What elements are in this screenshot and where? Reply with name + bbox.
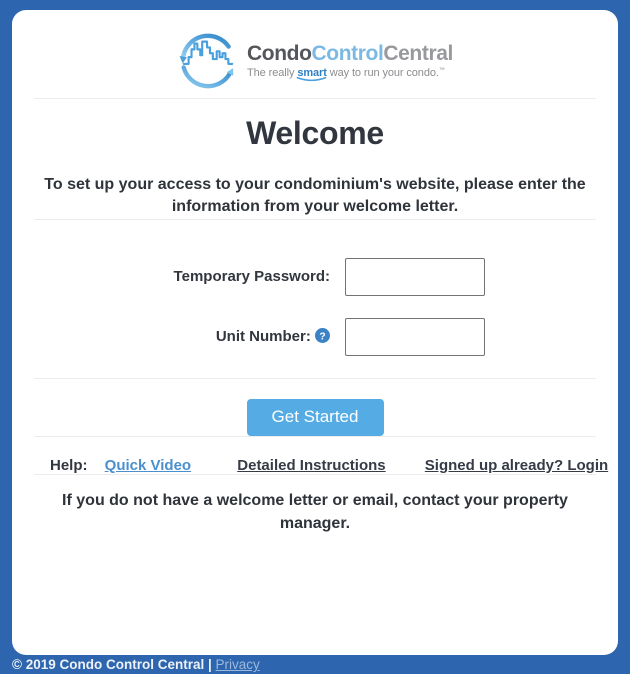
privacy-link[interactable]: Privacy — [215, 657, 260, 672]
svg-text:?: ? — [319, 331, 326, 343]
help-label: Help: — [50, 456, 88, 474]
copyright-text: © 2019 Condo Control Central | — [12, 657, 212, 672]
setup-form — [34, 258, 596, 356]
question-circle-icon[interactable] — [315, 328, 330, 343]
trademark-symbol: ™ — [438, 67, 445, 74]
brand-name-central: Central — [383, 41, 453, 65]
condo-control-central-logo-icon — [177, 30, 239, 92]
tagline-post: way to run your condo. — [326, 67, 439, 80]
quick-video-link[interactable]: Quick Video — [104, 456, 192, 474]
brand-logo — [34, 10, 596, 98]
note-text: If you do not have a welcome letter or email, contact your property manager. — [62, 491, 568, 532]
detailed-instructions-link[interactable]: Detailed Instructions — [237, 456, 386, 474]
help-row — [34, 456, 609, 474]
unit-number-input[interactable] — [345, 318, 485, 356]
brand-name-condo: Condo — [247, 41, 312, 65]
signed-up-login-link[interactable]: Signed up already? Login — [424, 456, 609, 474]
temporary-password-label: Temporary Password: — [173, 268, 330, 286]
divider — [34, 378, 596, 379]
tagline-pre: The really — [247, 67, 298, 80]
brand-tagline — [247, 67, 453, 79]
tagline-smart: smart — [297, 67, 326, 79]
divider — [34, 436, 596, 437]
page-title: Welcome — [246, 115, 384, 151]
footer — [0, 655, 630, 672]
welcome-card — [12, 10, 618, 655]
divider — [34, 98, 596, 99]
smart-swoosh-icon — [296, 76, 327, 83]
temporary-password-input[interactable] — [345, 258, 485, 296]
get-started-button[interactable]: Get Started — [247, 399, 384, 436]
brand-name — [247, 43, 453, 65]
unit-number-label: Unit Number: ? — [34, 328, 330, 345]
intro-text: To set up your access to your condominium's website, please enter the information from your welcome letter. — [44, 176, 586, 216]
unit-number-row — [34, 318, 596, 356]
divider — [34, 474, 596, 475]
divider — [34, 219, 596, 220]
brand-text — [247, 43, 453, 79]
temporary-password-row — [34, 258, 596, 296]
brand-name-control: Control — [311, 41, 384, 65]
